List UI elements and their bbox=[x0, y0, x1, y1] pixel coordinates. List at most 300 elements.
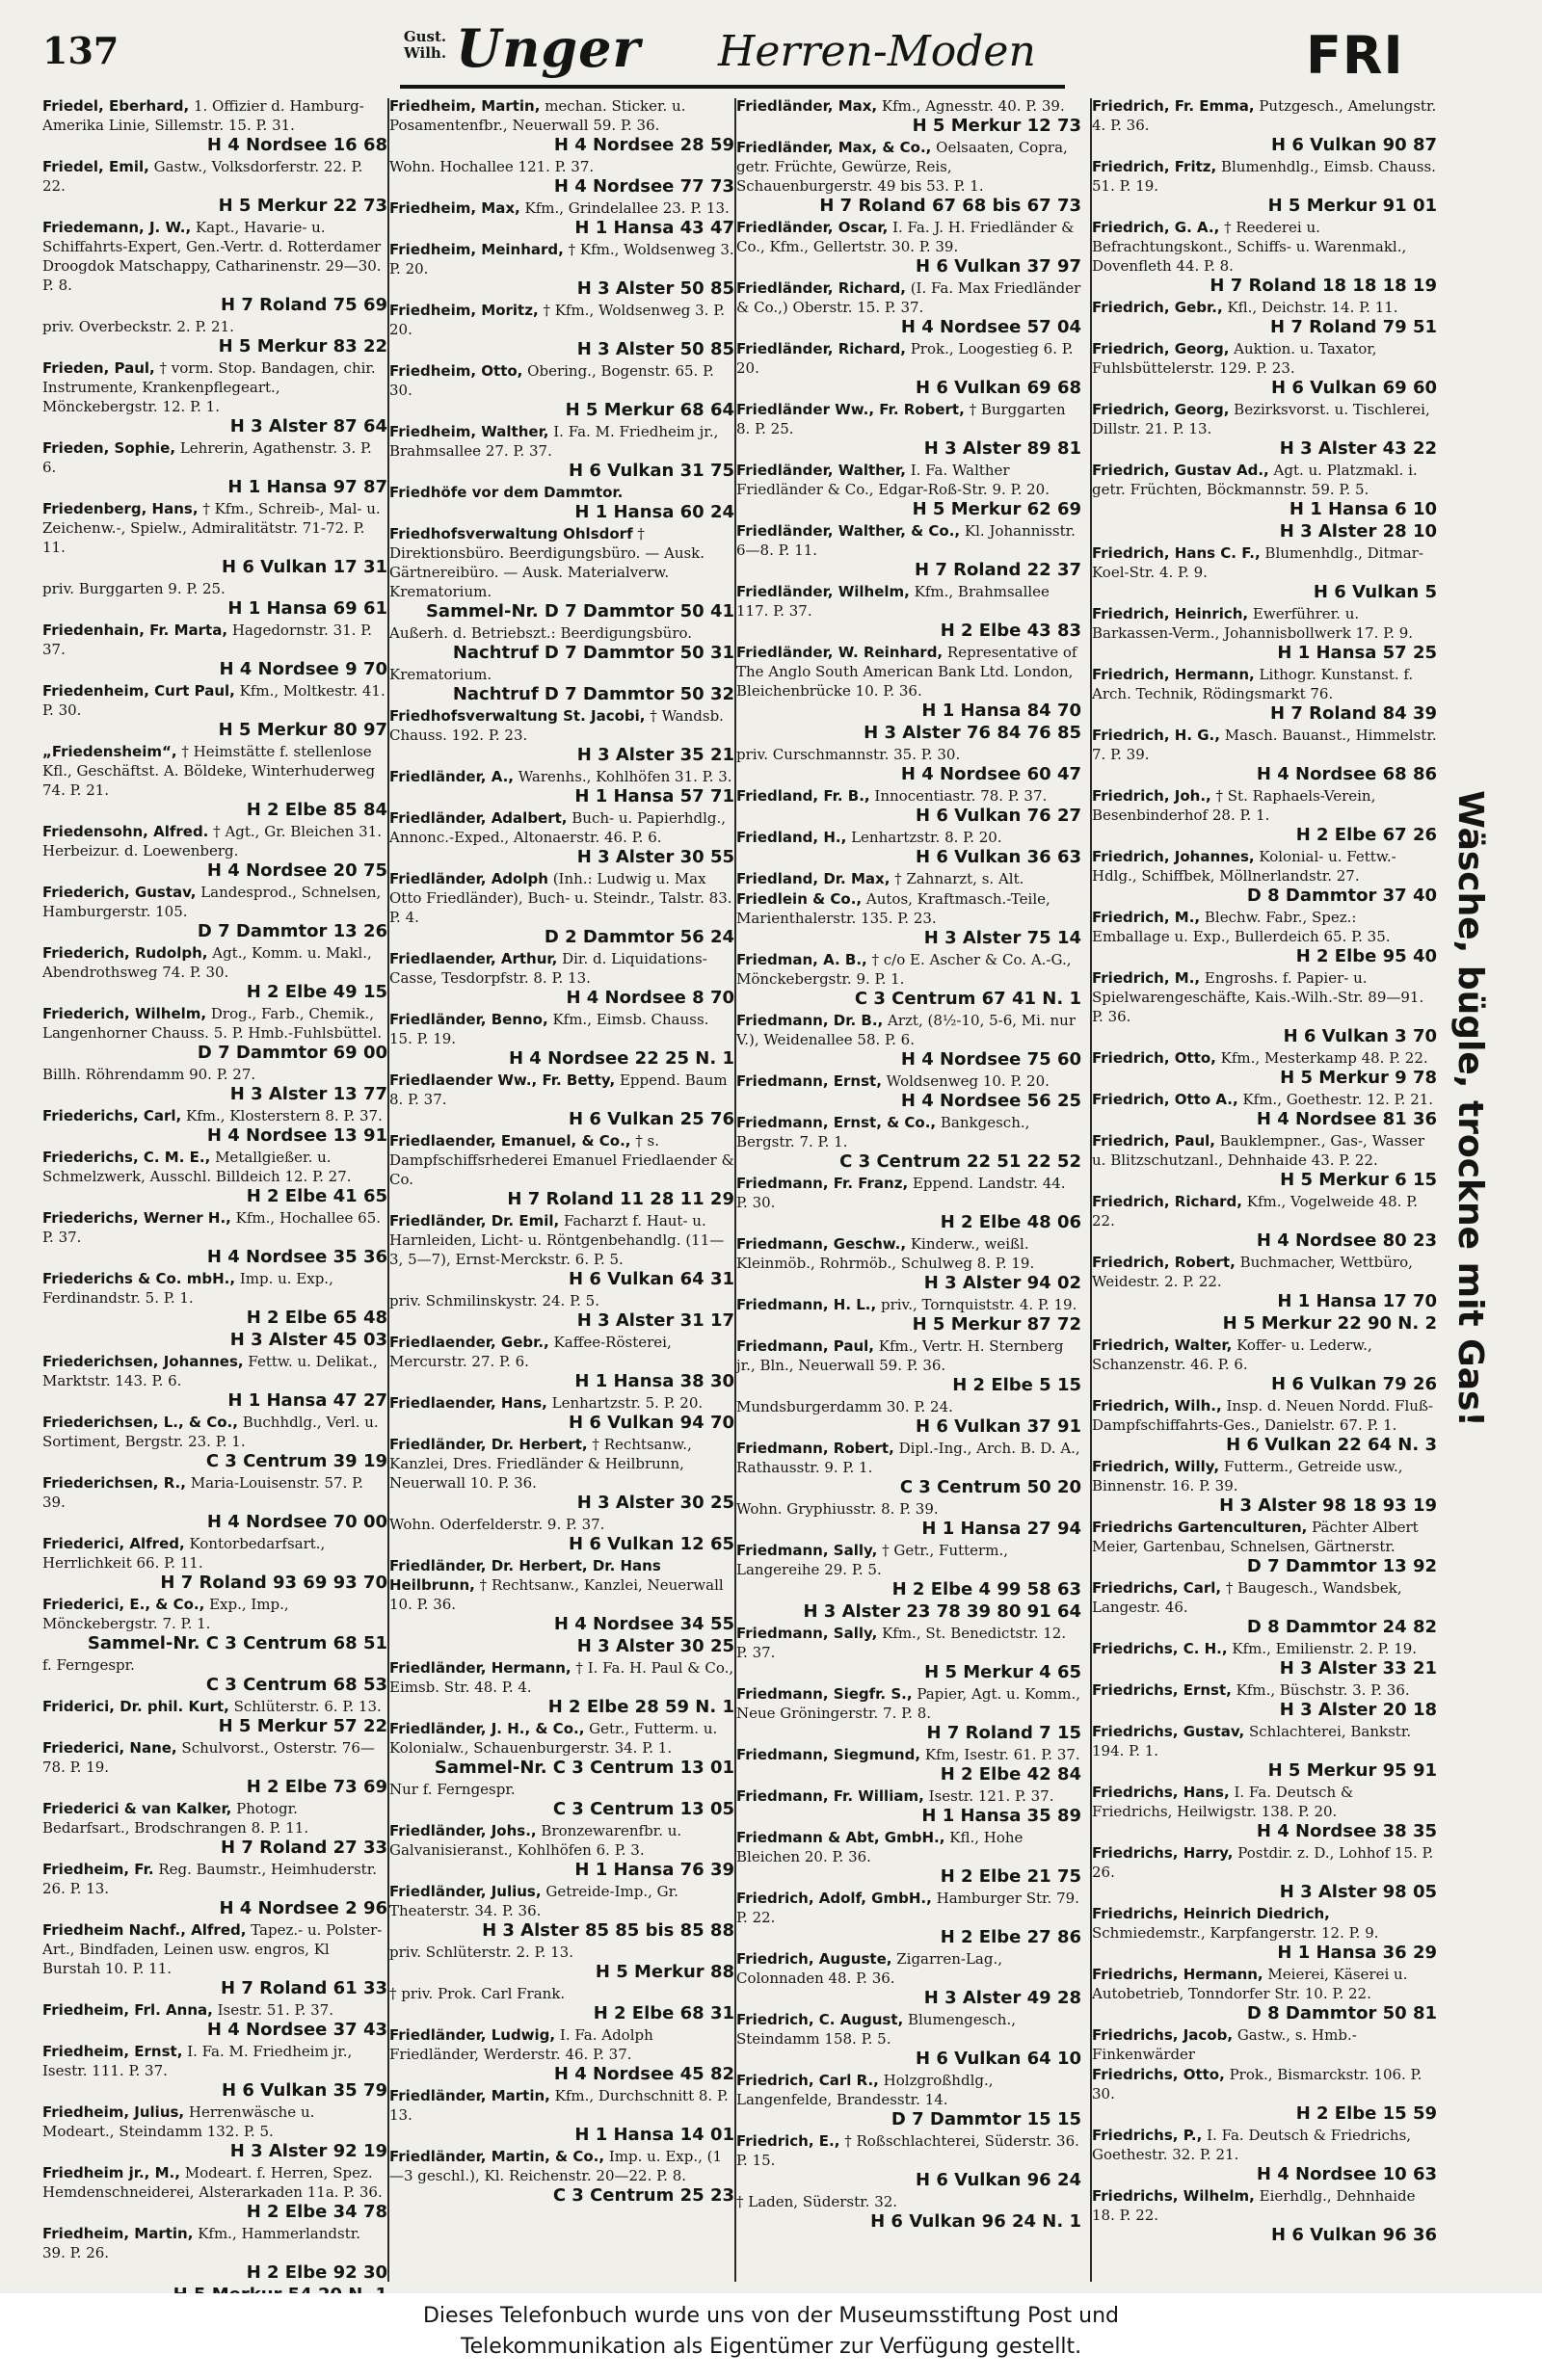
entry-details: † I. Fa. H. Paul & Co., Eimsb. Str. 48. P. 4. bbox=[389, 1659, 734, 1696]
entry-details: † Reederei u. Befrachtungskont., Schiffs- u. Warenmakl., Dovenfleth 44. P. 8. bbox=[1092, 219, 1407, 275]
entry-body bbox=[389, 1010, 734, 1048]
entry-name: Friedländer, Max, & Co., bbox=[736, 139, 932, 156]
entry-name: Friedrich, M., bbox=[1092, 909, 1201, 926]
directory-entry bbox=[1092, 1396, 1437, 1456]
entry-body bbox=[42, 1738, 387, 1777]
directory-entry bbox=[1092, 726, 1437, 785]
entry-details: Blumenhdlg., Ditmar-Koel-Str. 4. P. 9. bbox=[1092, 544, 1423, 581]
entry-body bbox=[42, 1473, 387, 1512]
entry-details: Buchhdlg., Verl. u. Sortiment, Bergstr. 23. P. 1. bbox=[42, 1414, 379, 1450]
entry-body bbox=[1092, 786, 1437, 825]
directory-entry bbox=[1092, 2186, 1437, 2246]
entry-body bbox=[42, 1269, 387, 1308]
entry-body bbox=[389, 524, 734, 601]
entry-details: † Direktionsbüro. Beerdigungsbüro. — Ausk. Gärtnereibüro. — Ausk. Materialverw. Krematorium. bbox=[389, 525, 705, 600]
entry-phone: H 3 Alster 89 81 bbox=[923, 438, 1081, 459]
entry-body bbox=[736, 218, 1081, 256]
entry-name: Friedrichs, Hermann, bbox=[1092, 1966, 1263, 1983]
page-header bbox=[0, 0, 1542, 96]
directory-entry bbox=[736, 1439, 1081, 1498]
entry-details: Lithogr. Kunstanst. f. Arch. Technik, Rödingsmarkt 76. bbox=[1092, 666, 1414, 702]
entry-name: Friedländer, Richard, bbox=[736, 279, 906, 297]
entry-body bbox=[736, 1336, 1081, 1375]
entry-name: Friedrichs, Ernst, bbox=[1092, 1681, 1232, 1699]
entry-name: Friedrich, Heinrich, bbox=[1092, 605, 1249, 622]
entry-details: Kfm., Hochallee 65. P. 37. bbox=[42, 1209, 382, 1246]
directory-entry bbox=[42, 883, 387, 942]
entry-phone: H 7 Roland 18 18 18 19 bbox=[1210, 276, 1437, 296]
entry-name: Friedlaender, Gebr., bbox=[389, 1334, 549, 1351]
entry-phone: H 1 Hansa 84 70 bbox=[921, 701, 1081, 721]
directory-entry bbox=[736, 2010, 1081, 2070]
entry-name: Friedrich, E., bbox=[736, 2132, 840, 2150]
entry-body bbox=[1092, 1965, 1437, 2003]
entry-details: Eppend. Baum 8. P. 37. bbox=[389, 1071, 728, 1108]
directory-entry bbox=[736, 828, 1081, 868]
directory-entry bbox=[42, 1004, 387, 1064]
entry-phone: H 4 Nordsee 22 25 N. 1 bbox=[508, 1048, 734, 1069]
entry-name: Friedland, Dr. Max, bbox=[736, 870, 891, 887]
entry-details: Hamburger Str. 79. P. 22. bbox=[736, 1890, 1079, 1926]
entry-phone: H 6 Vulkan 17 31 bbox=[222, 557, 387, 577]
entry-phone: H 4 Nordsee 75 60 bbox=[900, 1049, 1081, 1070]
entry-phone: H 4 Nordsee 13 91 bbox=[206, 1125, 387, 1146]
entry-name: Friedrich, Robert, bbox=[1092, 1254, 1236, 1271]
entry-name: Friedlaender, Emanuel, & Co., bbox=[389, 1132, 631, 1150]
entry-details: Kinderw., weißl. Kleinmöb., Rohrmöb., Schulweg 8. P. 19. bbox=[736, 1235, 1035, 1272]
entry-details: Drog., Farb., Chemik., Langenhorner Chauss. 5. P. Hmb.-Fuhlsbüttel. bbox=[42, 1005, 383, 1042]
entry-body bbox=[736, 2010, 1081, 2049]
entry-name: Friedrich, Georg, bbox=[1092, 401, 1230, 418]
entry-name: Friedmann, Sally, bbox=[736, 1625, 878, 1642]
entry-body bbox=[736, 2071, 1081, 2109]
entry-name: Friedländer, Adolph bbox=[389, 870, 548, 887]
entry-details: † Kfm., Woldsenweg 3. P. 20. bbox=[389, 302, 726, 338]
directory-entry bbox=[736, 745, 1081, 785]
entry-phone: C 3 Centrum 67 41 N. 1 bbox=[854, 989, 1081, 1009]
directory-entry bbox=[1092, 543, 1437, 603]
entry-name: Friedländer, Martin, & Co., bbox=[389, 2148, 605, 2165]
entry-body bbox=[389, 1071, 734, 1109]
entry-phone: H 6 Vulkan 35 79 bbox=[222, 2080, 387, 2101]
entry-phone: H 7 Roland 61 33 bbox=[221, 1978, 387, 1998]
entry-details: Schulvorst., Osterstr. 76—78. P. 19. bbox=[42, 1739, 375, 1776]
entry-details: I. Fa. Walther Friedländer & Co., Edgar-Roß-Str. 9. P. 20. bbox=[736, 462, 1050, 498]
entry-phone: H 5 Merkur 62 69 bbox=[912, 499, 1081, 519]
entry-phone: H 7 Roland 22 37 bbox=[915, 560, 1081, 580]
entry-body bbox=[736, 1234, 1081, 1273]
entry-body bbox=[736, 138, 1081, 196]
entry-phone: H 4 Nordsee 37 43 bbox=[206, 2020, 387, 2040]
directory-entry bbox=[42, 1269, 387, 1329]
entry-phone: H 4 Nordsee 9 70 bbox=[219, 659, 387, 679]
entry-phone: H 5 Merkur 9 78 bbox=[1280, 1068, 1437, 1088]
directory-entry bbox=[736, 96, 1081, 137]
entry-phone: D 8 Dammtor 37 40 bbox=[1246, 886, 1437, 906]
entry-body bbox=[736, 1397, 1081, 1416]
entry-phone: H 4 Nordsee 35 36 bbox=[206, 1247, 387, 1267]
entry-name: Friedrich, Otto, bbox=[1092, 1049, 1216, 1067]
entry-details: Obering., Bogenstr. 65. P. 30. bbox=[389, 362, 714, 399]
entry-name: Friedländer, Wilhelm, bbox=[736, 583, 910, 600]
entry-body bbox=[736, 786, 1081, 806]
entry-details: Oelsaaten, Copra, getr. Früchte, Gewürze, Reis, Schauenburgerstr. 49 bis 53. P. 1. bbox=[736, 139, 1068, 195]
entry-details: Kfm., St. Benedictstr. 12. P. 37. bbox=[736, 1625, 1067, 1661]
entry-details: † Zahnarzt, s. Alt. bbox=[894, 870, 1024, 887]
directory-entry bbox=[1092, 298, 1437, 338]
entry-body bbox=[42, 317, 387, 336]
entry-phone: H 6 Vulkan 96 36 bbox=[1271, 2225, 1437, 2245]
entry-phone: H 1 Hansa 35 89 bbox=[921, 1806, 1081, 1826]
directory-entry bbox=[42, 2224, 387, 2284]
directory-entry bbox=[736, 1889, 1081, 1948]
entry-phone: H 1 Hansa 38 30 bbox=[574, 1371, 734, 1391]
entry-phone: H 3 Alster 23 78 39 80 91 64 bbox=[803, 1601, 1081, 1622]
entry-name: Friedrich, Willy, bbox=[1092, 1458, 1220, 1475]
entry-name: Friedländer, Ludwig, bbox=[389, 2026, 556, 2044]
directory-entry bbox=[42, 499, 387, 578]
entry-details: Bankgesch., Bergstr. 7. P. 1. bbox=[736, 1114, 1030, 1150]
entry-phone: H 3 Alster 28 10 bbox=[1279, 521, 1437, 542]
entry-body bbox=[736, 1499, 1081, 1519]
entry-body bbox=[389, 706, 734, 745]
entry-details: Schlachterei, Bankstr. 194. P. 1. bbox=[1092, 1723, 1412, 1759]
entry-body bbox=[389, 767, 734, 786]
entry-details: Getreide-Imp., Gr. Theaterstr. 34. P. 36. bbox=[389, 1883, 678, 1919]
entry-phone: D 7 Dammtor 13 26 bbox=[197, 921, 387, 941]
entry-name: Friedländer, Hermann, bbox=[389, 1659, 572, 1677]
entry-name: Friedrichs, Harry, bbox=[1092, 1844, 1234, 1862]
entry-name: Friedrichs, Hans, bbox=[1092, 1784, 1230, 1801]
entry-phone: H 6 Vulkan 31 75 bbox=[569, 461, 734, 481]
directory-entry bbox=[389, 157, 734, 198]
directory-entry bbox=[736, 521, 1081, 581]
entry-phone: H 4 Nordsee 38 35 bbox=[1256, 1821, 1437, 1841]
entry-phone: H 6 Vulkan 22 64 N. 3 bbox=[1226, 1435, 1437, 1455]
entry-details: Gastw., s. Hmb.-Finkenwärder bbox=[1092, 2026, 1357, 2063]
entry-body bbox=[1092, 968, 1437, 1026]
directory-entry bbox=[389, 2086, 734, 2146]
entry-phone: H 2 Elbe 41 65 bbox=[246, 1186, 387, 1206]
entry-body bbox=[1092, 400, 1437, 438]
directory-entry bbox=[1092, 521, 1437, 542]
entry-name: Friedlaender Ww., Fr. Betty, bbox=[389, 1071, 616, 1089]
entry-name: Friedrich, Auguste, bbox=[736, 1950, 892, 1968]
entry-phone: H 1 Hansa 43 47 bbox=[574, 218, 734, 238]
entry-name: Friedrichs, Otto, bbox=[1092, 2066, 1225, 2083]
directory-entry bbox=[1092, 339, 1437, 399]
entry-body bbox=[736, 339, 1081, 378]
entry-name: Friedländer, Max, bbox=[736, 97, 878, 115]
directory-entry bbox=[42, 1595, 387, 1654]
entry-name: Friederich, Rudolph, bbox=[42, 944, 208, 962]
entry-body bbox=[1092, 1090, 1437, 1109]
entry-phone: H 5 Merkur 22 73 bbox=[218, 196, 387, 216]
directory-entry bbox=[736, 1499, 1081, 1540]
entry-details: Agt., Komm. u. Makl., Abendrothsweg 74. P. 30. bbox=[42, 944, 372, 981]
entry-body bbox=[736, 400, 1081, 438]
entry-name: Friedmann, Sally, bbox=[736, 1542, 878, 1559]
entry-details: Dir. d. Liquidations-Casse, Tesdorpfstr. 8. P. 13. bbox=[389, 950, 707, 987]
brand-small-text: Gust. Wilh. bbox=[403, 28, 447, 62]
entry-phone: H 3 Alster 45 03 bbox=[229, 1330, 387, 1350]
entry-details: Kapt., Havarie- u. Schiffahrts-Expert, Gen.-Vertr. d. Rotterdamer Droogdok Matschappy, Catharinenstr. 29—30. P. 8. bbox=[42, 219, 382, 294]
entry-body bbox=[1092, 2025, 1437, 2064]
entry-phone: H 6 Vulkan 96 24 bbox=[916, 2170, 1081, 2190]
entry-name: Friedheim, Moritz, bbox=[389, 302, 539, 319]
entry-name: Friedländer, W. Reinhard, bbox=[736, 644, 944, 661]
entry-details: Representative of The Anglo South American Bank Ltd. London, Bleichenbrücke 10. P. 36. bbox=[736, 644, 1077, 700]
entry-phone: H 3 Alster 43 22 bbox=[1279, 438, 1437, 459]
entry-name: Friedrichs, Heinrich Diedrich, bbox=[1092, 1905, 1330, 1922]
directory-entry bbox=[1092, 218, 1437, 297]
entry-details: Kfm., Agnesstr. 40. P. 39. bbox=[881, 97, 1065, 115]
entry-details: Maria-Louisenstr. 57. P. 39. bbox=[42, 1474, 363, 1511]
directory-entry bbox=[736, 582, 1081, 642]
directory-entry bbox=[389, 422, 734, 482]
directory-entry bbox=[389, 1515, 734, 1555]
directory-entry bbox=[389, 1393, 734, 1434]
entry-body bbox=[389, 1821, 734, 1860]
entry-details: Tapez.- u. Polster-Art., Bindfaden, Leinen usw. engros, Kl Burstah 10. P. 11. bbox=[42, 1921, 383, 1977]
entry-body bbox=[1092, 1680, 1437, 1700]
vertical-advertisement bbox=[1436, 771, 1503, 1445]
entry-details: † Kfm., Schreib-, Mal- u. Zeichenw.-, Spielw., Admiralitätstr. 71-72. P. 11. bbox=[42, 500, 381, 556]
entry-phone: H 3 Alster 13 77 bbox=[229, 1084, 387, 1104]
directory-entry bbox=[1092, 1578, 1437, 1638]
entry-details: Blechw. Fabr., Spez.: Emballage u. Exp., Bullerdeich 65. P. 35. bbox=[1092, 909, 1391, 945]
entry-body bbox=[42, 499, 387, 557]
entry-phone: H 4 Nordsee 70 00 bbox=[206, 1512, 387, 1532]
entry-name: Friedrich, Gustav Ad., bbox=[1092, 462, 1269, 479]
entry-phone: H 7 Roland 11 28 11 29 bbox=[507, 1189, 734, 1209]
page-number: 137 bbox=[42, 29, 120, 72]
entry-phone: H 2 Elbe 4 99 58 63 bbox=[891, 1579, 1081, 1600]
entry-body bbox=[389, 1984, 734, 2003]
entry-phone: H 4 Nordsee 56 25 bbox=[900, 1091, 1081, 1111]
directory-entry bbox=[42, 438, 387, 498]
entry-body bbox=[389, 2025, 734, 2064]
entry-body bbox=[42, 1208, 387, 1247]
entry-body bbox=[42, 1655, 387, 1675]
directory-entry bbox=[42, 1920, 387, 1999]
entry-name: Friedheim, Julius, bbox=[42, 2103, 185, 2121]
directory-entry bbox=[42, 943, 387, 1003]
entry-body bbox=[1092, 1131, 1437, 1170]
directory-entry bbox=[42, 681, 387, 741]
entry-details: Reg. Baumstr., Heimhuderstr. 26. P. 13. bbox=[42, 1861, 377, 1897]
entry-body bbox=[1092, 2126, 1437, 2164]
entry-phone: H 4 Nordsee 8 70 bbox=[566, 988, 734, 1008]
entry-details: Agt. u. Platzmakl. i. getr. Früchten, Böckmannstr. 59. P. 5. bbox=[1092, 462, 1418, 498]
entry-name: Friedrichs, C. H., bbox=[1092, 1640, 1228, 1657]
entry-body bbox=[42, 358, 387, 416]
entry-phone: H 4 Nordsee 28 59 bbox=[553, 135, 734, 155]
directory-entry bbox=[42, 1860, 387, 1919]
directory-entry bbox=[42, 2042, 387, 2102]
entry-details: Kfm., Eimsb. Chauss. 15. P. 19. bbox=[389, 1011, 709, 1047]
entry-phone: C 3 Centrum 68 53 bbox=[205, 1675, 387, 1695]
entry-phone: H 5 Merkur 87 72 bbox=[912, 1314, 1081, 1335]
entry-name: Friedrich, Carl R., bbox=[736, 2072, 879, 2089]
entry-details: Kfm., Moltkestr. 41. P. 30. bbox=[42, 682, 386, 719]
entry-body bbox=[389, 2147, 734, 2185]
entry-phone: H 1 Hansa 6 10 bbox=[1289, 499, 1437, 519]
entry-phone: H 6 Vulkan 90 87 bbox=[1271, 135, 1437, 155]
directory-entry bbox=[1092, 400, 1437, 460]
entry-name: Friedmann, H. L., bbox=[736, 1296, 877, 1313]
entry-body bbox=[42, 681, 387, 720]
directory-entry bbox=[1092, 1313, 1437, 1335]
entry-body bbox=[1092, 2186, 1437, 2225]
entry-name: Friederici, Nane, bbox=[42, 1739, 177, 1757]
entry-details: Meierei, Käserei u. Autobetrieb, Tonndorfer Str. 10. P. 22. bbox=[1092, 1966, 1408, 2002]
entry-details: Kfm., Klosterstern 8. P. 37. bbox=[186, 1107, 383, 1124]
entry-phone: H 3 Alster 94 02 bbox=[923, 1273, 1081, 1293]
directory-entry bbox=[389, 524, 734, 622]
directory-entry bbox=[42, 317, 387, 357]
directory-entry bbox=[389, 623, 734, 664]
directory-entry bbox=[389, 96, 734, 156]
directory-entry bbox=[1092, 786, 1437, 846]
entry-details: (I. Fa. Max Friedländer & Co.,) Oberstr. 15. P. 37. bbox=[736, 279, 1081, 316]
entry-details: † vorm. Stop. Bandagen, chir. Instrumente, Krankenpflegeart., Mönckebergstr. 12. P. 1. bbox=[42, 359, 376, 415]
entry-body bbox=[42, 1595, 387, 1633]
entry-name: Friedländer, Walther, bbox=[736, 462, 906, 479]
entry-name: Friedländer, Dr. Herbert, Dr. Hans Heilbrunn, bbox=[389, 1557, 661, 1594]
directory-entry bbox=[1092, 1048, 1437, 1089]
entry-details: priv. Schlüterstr. 2. P. 13. bbox=[389, 1944, 573, 1961]
entry-body bbox=[389, 665, 734, 684]
entry-body bbox=[1092, 339, 1437, 378]
entry-body bbox=[736, 1541, 1081, 1579]
directory-entry bbox=[42, 1655, 387, 1696]
entry-name: Friedrich, Wilh., bbox=[1092, 1397, 1222, 1415]
entry-body bbox=[42, 438, 387, 477]
entry-name: Friedel, Eberhard, bbox=[42, 97, 190, 115]
entry-phone: H 3 Alster 98 05 bbox=[1279, 1882, 1437, 1902]
entry-body bbox=[389, 1556, 734, 1614]
entry-phone: C 3 Centrum 22 51 22 52 bbox=[839, 1151, 1081, 1172]
entry-phone: H 6 Vulkan 96 24 N. 1 bbox=[870, 2211, 1081, 2232]
directory-entry bbox=[1092, 96, 1437, 156]
entry-body bbox=[1092, 1518, 1437, 1556]
directory-entry bbox=[1092, 604, 1437, 664]
directory-entry bbox=[736, 339, 1081, 399]
entry-phone: H 4 Nordsee 34 55 bbox=[553, 1614, 734, 1634]
entry-details: † Getr., Futterm., Langereihe 29. P. 5. bbox=[736, 1542, 1008, 1578]
entry-details: Auktion. u. Taxator, Fuhlsbüttelerstr. 129. P. 23. bbox=[1092, 340, 1377, 377]
entry-details: Engroshs. f. Papier- u. Spielwarengeschäfte, Kais.-Wilh.-Str. 89—91. P. 36. bbox=[1092, 969, 1424, 1025]
entry-body bbox=[389, 1211, 734, 1269]
entry-body bbox=[736, 1828, 1081, 1866]
entry-details: Kfm., Büschstr. 3. P. 36. bbox=[1236, 1681, 1410, 1699]
directory-entry bbox=[1092, 2065, 1437, 2125]
entry-body bbox=[389, 1882, 734, 1920]
entry-body bbox=[736, 643, 1081, 701]
entry-details: Nur f. Ferngespr. bbox=[389, 1781, 516, 1798]
directory-entry bbox=[736, 1174, 1081, 1233]
footer-line-1: Dieses Telefonbuch wurde uns von der Museumsstiftung Post und bbox=[422, 2304, 1120, 2328]
entry-name: Friedenhain, Fr. Marta, bbox=[42, 621, 228, 639]
entry-details: Blumengesch., Steindamm 158. P. 5. bbox=[736, 2011, 1017, 2048]
entry-phone: H 6 Vulkan 25 76 bbox=[569, 1109, 734, 1129]
directory-entry bbox=[389, 240, 734, 300]
entry-body bbox=[736, 1113, 1081, 1151]
entry-details: † priv. Prok. Carl Frank. bbox=[389, 1985, 566, 2002]
entry-body bbox=[736, 1439, 1081, 1477]
entry-details: Kfm., Goethestr. 12. P. 21. bbox=[1242, 1091, 1434, 1108]
entry-name: Friedmann, Robert, bbox=[736, 1440, 894, 1457]
entry-details: Arzt, (8½-10, 5-6, Mi. nur V.), Weidenallee 58. P. 6. bbox=[736, 1012, 1076, 1048]
entry-phone: H 5 Merkur 4 65 bbox=[924, 1662, 1081, 1682]
entry-phone: H 2 Elbe 5 15 bbox=[952, 1375, 1081, 1395]
entry-phone: H 5 Merkur 22 90 N. 2 bbox=[1222, 1313, 1437, 1334]
entry-name: Friederichs, C. M. E., bbox=[42, 1149, 211, 1166]
entry-phone: D 7 Dammtor 69 00 bbox=[197, 1043, 387, 1063]
directory-entry bbox=[1092, 1783, 1437, 1842]
entry-phone: H 1 Hansa 60 24 bbox=[574, 502, 734, 522]
entry-details: † Wandsb. Chauss. 192. P. 23. bbox=[389, 707, 724, 744]
entry-name: Friederichs & Co. mbH., bbox=[42, 1270, 236, 1287]
entry-name: Friedrich, Hermann, bbox=[1092, 666, 1255, 683]
directory-entry bbox=[1092, 1192, 1437, 1252]
entry-name: Friederich, Gustav, bbox=[42, 884, 197, 901]
directory-entry bbox=[389, 1780, 734, 1820]
entry-phone: H 1 Hansa 76 39 bbox=[574, 1860, 734, 1880]
entry-name: Friederichs, Werner H., bbox=[42, 1209, 231, 1227]
entry-name: Friedmann, Fr. Franz, bbox=[736, 1175, 909, 1192]
entry-details: Ewerführer. u. Barkassen-Verm., Johannisbollwerk 17. P. 9. bbox=[1092, 605, 1414, 642]
entry-phone: H 4 Nordsee 16 68 bbox=[206, 135, 387, 155]
entry-phone: H 3 Alster 98 18 93 19 bbox=[1219, 1495, 1437, 1516]
entry-details: priv. Schmilinskystr. 24. P. 5. bbox=[389, 1292, 599, 1309]
entry-body bbox=[389, 949, 734, 988]
entry-details: Kontorbedarfsart., Herrlichkeit 66. P. 11. bbox=[42, 1535, 326, 1572]
entry-body bbox=[42, 579, 387, 598]
directory-entry bbox=[736, 461, 1081, 520]
entry-details: Eppend. Landstr. 44. P. 30. bbox=[736, 1175, 1066, 1211]
entry-body bbox=[389, 1943, 734, 1962]
directory-entry bbox=[389, 706, 734, 766]
entry-phone: D 8 Dammtor 24 82 bbox=[1246, 1617, 1437, 1637]
directory-entry bbox=[1092, 1457, 1437, 1517]
entry-body bbox=[389, 2086, 734, 2125]
entry-body bbox=[736, 1174, 1081, 1212]
entry-body bbox=[736, 745, 1081, 764]
entry-body bbox=[1092, 1578, 1437, 1617]
entry-name: Friederich, Wilhelm, bbox=[42, 1005, 207, 1022]
entry-body bbox=[42, 1106, 387, 1125]
directory-entry bbox=[42, 1473, 387, 1533]
directory-entry bbox=[1092, 1518, 1437, 1577]
entry-name: Friederichsen, L., & Co., bbox=[42, 1414, 238, 1431]
entry-phone: H 6 Vulkan 37 97 bbox=[916, 256, 1081, 277]
directory-entry bbox=[389, 665, 734, 705]
entry-body bbox=[42, 742, 387, 800]
directory-entry bbox=[42, 157, 387, 217]
entry-body bbox=[389, 240, 734, 278]
archive-footer bbox=[0, 2293, 1542, 2380]
index-key: FRI bbox=[1306, 25, 1404, 86]
entry-phone: C 3 Centrum 50 20 bbox=[899, 1477, 1081, 1497]
directory-entry bbox=[1092, 968, 1437, 1047]
entry-name: Friedel, Emil, bbox=[42, 158, 149, 175]
entry-body bbox=[736, 461, 1081, 499]
entry-phone: H 2 Elbe 49 15 bbox=[246, 982, 387, 1002]
entry-name: Friedheim Nachf., Alfred, bbox=[42, 1921, 247, 1939]
entry-body bbox=[42, 1697, 387, 1716]
